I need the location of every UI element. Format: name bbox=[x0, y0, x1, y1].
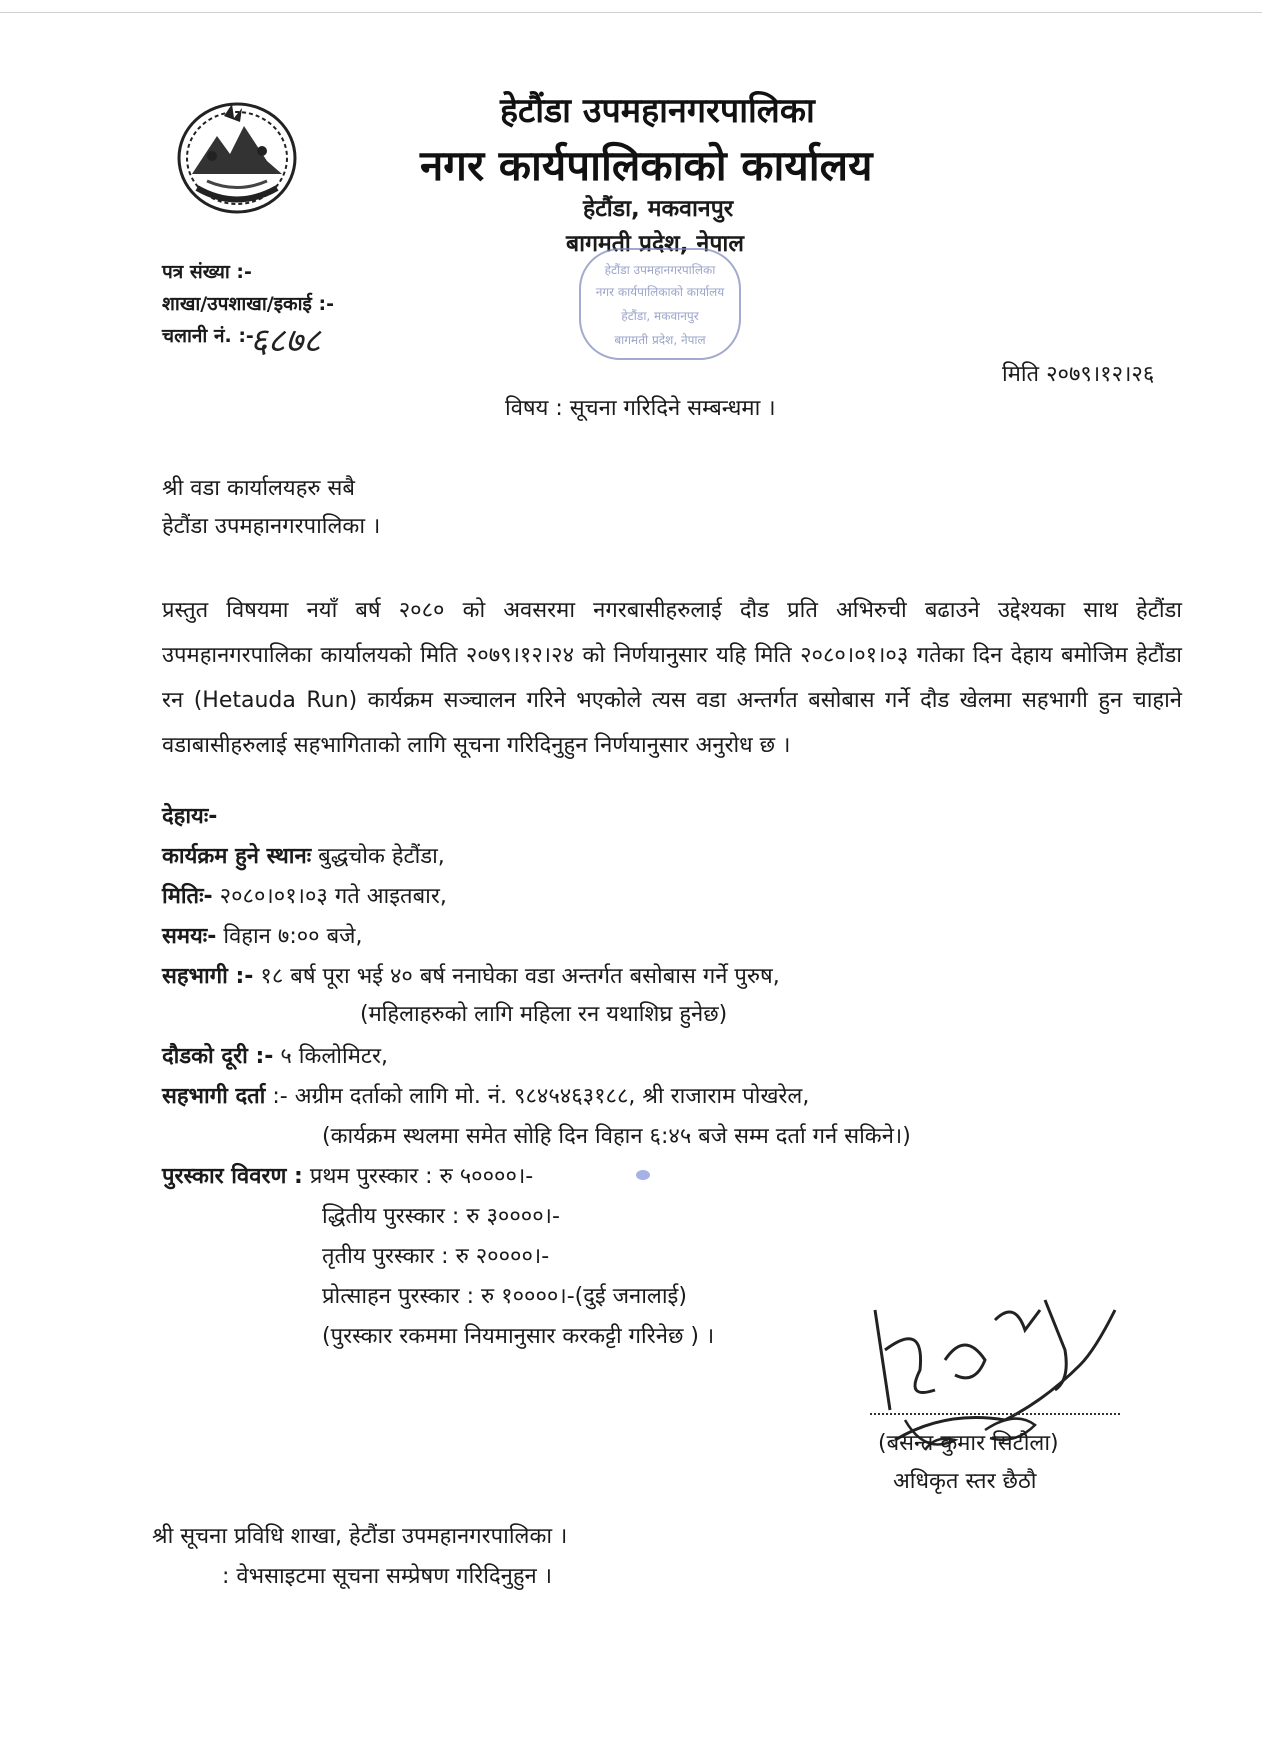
prize-first: प्रथम पुरस्कार : रु ५००००।- bbox=[302, 1164, 534, 1189]
participant-note: (महिलाहरुको लागि महिला रन यथाशिघ्र हुनेछ) bbox=[360, 1002, 728, 1027]
prize-consolation: प्रोत्साहन पुरस्कार : रु १००००।-(दुई जनालाई) bbox=[322, 1284, 687, 1309]
branch-label: शाखा/उपशाखा/इकाई :- bbox=[162, 293, 334, 315]
scan-edge bbox=[0, 12, 1262, 13]
signature-line bbox=[870, 1412, 1120, 1415]
prize-label: पुरस्कार विवरण : bbox=[162, 1164, 303, 1189]
ink-smudge bbox=[636, 1170, 650, 1180]
dispatch-number-handwritten: ६८७८ bbox=[250, 321, 321, 361]
stamp-line-4: बागमती प्रदेश, नेपाल bbox=[614, 333, 706, 347]
prize-row-1 bbox=[162, 1160, 533, 1190]
event-date-row bbox=[162, 880, 447, 910]
signatory-name: (बसन्त कुमार सिटौला) bbox=[878, 1431, 1059, 1456]
stamp-line-1: हेटौंडा उपमहानगरपालिका bbox=[604, 263, 716, 277]
dispatch-number-label: चलानी नं. :- bbox=[162, 325, 254, 347]
prize-second: द्धितीय पुरस्कार : रु ३००००।- bbox=[322, 1204, 560, 1229]
stamp-line-2: नगर कार्यपालिकाको कार्यालय bbox=[595, 285, 725, 299]
registration-value: :- अग्रीम दर्ताको लागि मो. नं. ९८४५४६३१८८, श्री राजाराम पोखरेल, bbox=[265, 1084, 810, 1109]
distance-label: दौडको दूरी :- bbox=[162, 1044, 274, 1069]
cc-line-1: श्री सूचना प्रविधि शाखा, हेटौंडा उपमहानगरपालिका । bbox=[152, 1524, 568, 1549]
letter-body-paragraph: प्रस्तुत विषयमा नयाँ बर्ष २०८० को अवसरमा नगरबासीहरुलाई दौड प्रति अभिरुची बढाउने उद्देश्यका साथ हेटौंडा उपमहानगरपालिका कार्यालयको मिति २०७९।१२।२४ को निर्णयानुसार यहि मिति २०८०।०१।०३ गतेका दिन देहाय बमोजिम हेटौंडा रन (Hetauda Run) कार्यक्रम सञ्चालन गरिने भएकोले त्यस वडा अन्तर्गत बसोबास गर्ने दौड खेलमा सहभागी हुन चाहाने वडाबासीहरुलाई सहभागिताको लागि सूचना गरिदिनुहुन निर्णयानुसार अनुरोध छ । bbox=[162, 598, 1182, 758]
venue-value: बुद्धचोक हेटौंडा, bbox=[311, 844, 445, 869]
distance-row bbox=[162, 1040, 388, 1070]
event-time-row bbox=[162, 920, 363, 950]
venue-label: कार्यक्रम हुने स्थानः bbox=[162, 844, 312, 869]
signatory-title: अधिकृत स्तर छैठौ bbox=[893, 1469, 1037, 1494]
office-name: हेटौंडा उपमहानगरपालिका bbox=[500, 91, 815, 131]
event-date-value: २०८०।०१।०३ गते आइतबार, bbox=[212, 884, 447, 909]
cc-line-2: : वेभसाइटमा सूचना सम्प्रेषण गरिदिनुहुन । bbox=[222, 1564, 553, 1589]
venue-row bbox=[162, 840, 445, 870]
letter-number-label: पत्र संख्या :- bbox=[162, 261, 252, 283]
nepal-emblem-icon bbox=[172, 96, 302, 218]
event-date-label: मितिः- bbox=[162, 884, 213, 909]
office-stamp bbox=[575, 244, 745, 364]
letter-date: मिति २०७९।१२।२६ bbox=[1002, 362, 1155, 387]
participant-label: सहभागी :- bbox=[162, 964, 254, 989]
stamp-line-3: हेटौंडा, मकवानपुर bbox=[621, 309, 699, 323]
office-address-city: हेटौंडा, मकवानपुर bbox=[583, 196, 734, 222]
prize-third: तृतीय पुरस्कार : रु २००००।- bbox=[322, 1244, 550, 1269]
recipient-line-2: हेटौंडा उपमहानगरपालिका । bbox=[162, 514, 381, 539]
registration-row bbox=[162, 1080, 809, 1110]
office-address-province: बागमती प्रदेश, नेपाल bbox=[566, 231, 744, 257]
registration-note: (कार्यक्रम स्थलमा समेत सोहि दिन विहान ६:४५ बजे सम्म दर्ता गर्न सकिने।) bbox=[322, 1124, 911, 1149]
office-title: नगर कार्यपालिकाको कार्यालय bbox=[420, 141, 873, 190]
prize-note: (पुरस्कार रकममा नियमानुसार करकट्टी गरिनेछ ) । bbox=[322, 1324, 715, 1349]
event-time-label: समयः- bbox=[162, 924, 217, 949]
registration-label: सहभागी दर्ता bbox=[162, 1084, 266, 1109]
participant-row bbox=[162, 960, 780, 990]
event-time-value: विहान ७:०० बजे, bbox=[216, 924, 363, 949]
participant-value: १८ बर्ष पूरा भई ४० बर्ष ननाघेका वडा अन्तर्गत बसोबास गर्ने पुरुष, bbox=[253, 964, 780, 989]
letter-subject: विषय : सूचना गरिदिने सम्बन्धमा । bbox=[505, 396, 776, 421]
recipient-line-1: श्री वडा कार्यालयहरु सबै bbox=[162, 476, 355, 501]
distance-value: ५ किलोमिटर, bbox=[273, 1044, 388, 1069]
details-heading: देहायः- bbox=[162, 804, 218, 829]
